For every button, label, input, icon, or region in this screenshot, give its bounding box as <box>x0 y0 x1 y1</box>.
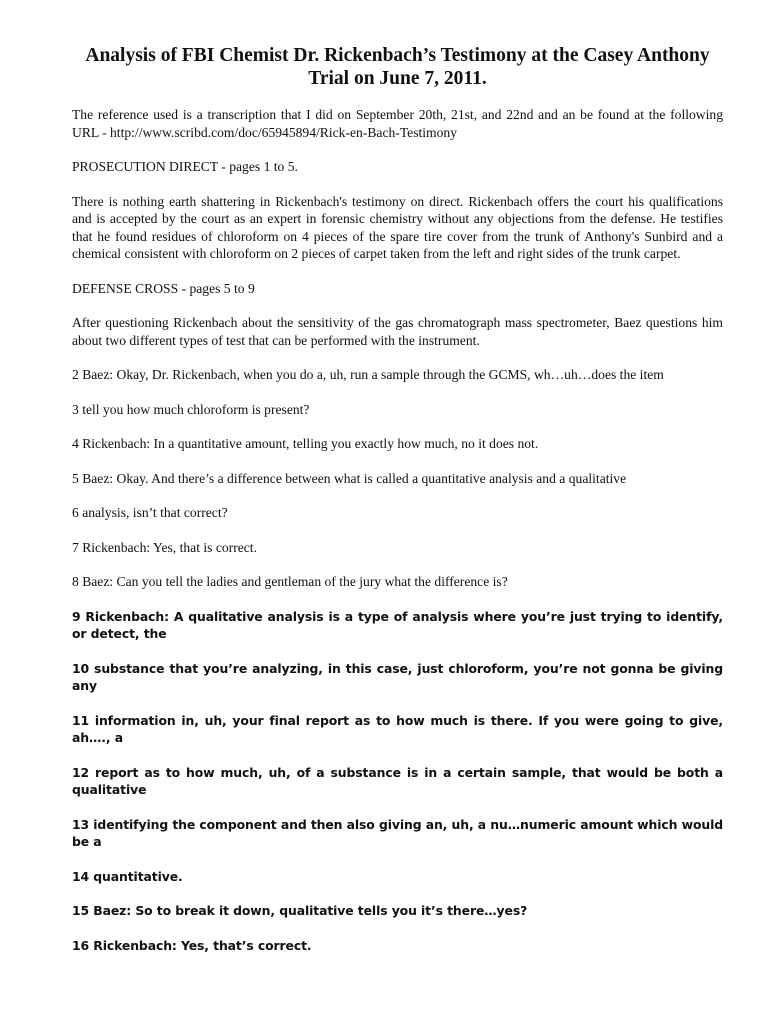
transcript-line-5: 5 Baez: Okay. And there’s a difference between what is called a quantitative analysis and a qualitative <box>72 470 627 486</box>
transcript-line-9: 9 Rickenbach: A qualitative analysis is a type of analysis where you’re just trying to identify, or detect, the <box>72 608 723 641</box>
transcript-line-12: 12 report as to how much, uh, of a substance is in a certain sample, that would be both a qualitative <box>72 764 723 797</box>
transcript-line-10: 10 substance that you’re analyzing, in this case, just chloroform, you’re not gonna be giving any <box>72 660 723 693</box>
transcript-line-3: 3 tell you how much chloroform is present? <box>72 401 310 417</box>
direct-summary-paragraph: There is nothing earth shattering in Rickenbach's testimony on direct. Rickenbach offers the court his qualifications and is accepted by the court as an expert in forensic chemistry without any objections from the defense. He testifies that he found residues of chloroform on 4 pieces of the spare tire cover from the trunk of Anthony's Sunbird and a chemical consistent with chloroform on 2 pieces of carpet taken from the left and right sides of the trunk carpet. <box>72 193 723 261</box>
transcript-line-13: 13 identifying the component and then also giving an, uh, a nu…numeric amount which would be a <box>72 816 723 849</box>
document-title: Analysis of FBI Chemist Dr. Rickenbach’s Testimony at the Casey Anthony Trial on June 7, 2011. <box>85 45 710 89</box>
cross-summary-paragraph: After questioning Rickenbach about the sensitivity of the gas chromatograph mass spectrometer, Baez questions him about two different types of test that can be performed with the instrument. <box>72 315 723 348</box>
transcript-line-8: 8 Baez: Can you tell the ladies and gentleman of the jury what the difference is? <box>72 574 508 589</box>
transcript-line-6: 6 analysis, isn’t that correct? <box>72 505 228 520</box>
transcript-line-4: 4 Rickenbach: In a quantitative amount, telling you exactly how much, no it does not. <box>72 436 539 451</box>
intro-paragraph: The reference used is a transcription that I did on September 20th, 21st, and 22nd and an be found at the following URL - http://www.scribd.com/doc/65945894/Rick-en-Bach-Testimony <box>72 107 723 140</box>
section-heading-direct: PROSECUTION DIRECT - pages 1 to 5. <box>72 159 298 174</box>
transcript-line-16: 16 Rickenbach: Yes, that’s correct. <box>72 937 312 953</box>
transcript-line-14: 14 quantitative. <box>72 868 183 884</box>
section-heading-cross: DEFENSE CROSS - pages 5 to 9 <box>72 280 255 296</box>
transcript-line-11: 11 information in, uh, your final report as to how much is there. If you were going to give, ah…., a <box>72 712 723 745</box>
transcript-line-7: 7 Rickenbach: Yes, that is correct. <box>72 539 257 555</box>
document-page <box>72 44 723 971</box>
transcript-line-2: 2 Baez: Okay, Dr. Rickenbach, when you do a, uh, run a sample through the GCMS, wh…uh…does the item <box>72 367 664 382</box>
transcript-line-15: 15 Baez: So to break it down, qualitative tells you it’s there…yes? <box>72 903 528 918</box>
